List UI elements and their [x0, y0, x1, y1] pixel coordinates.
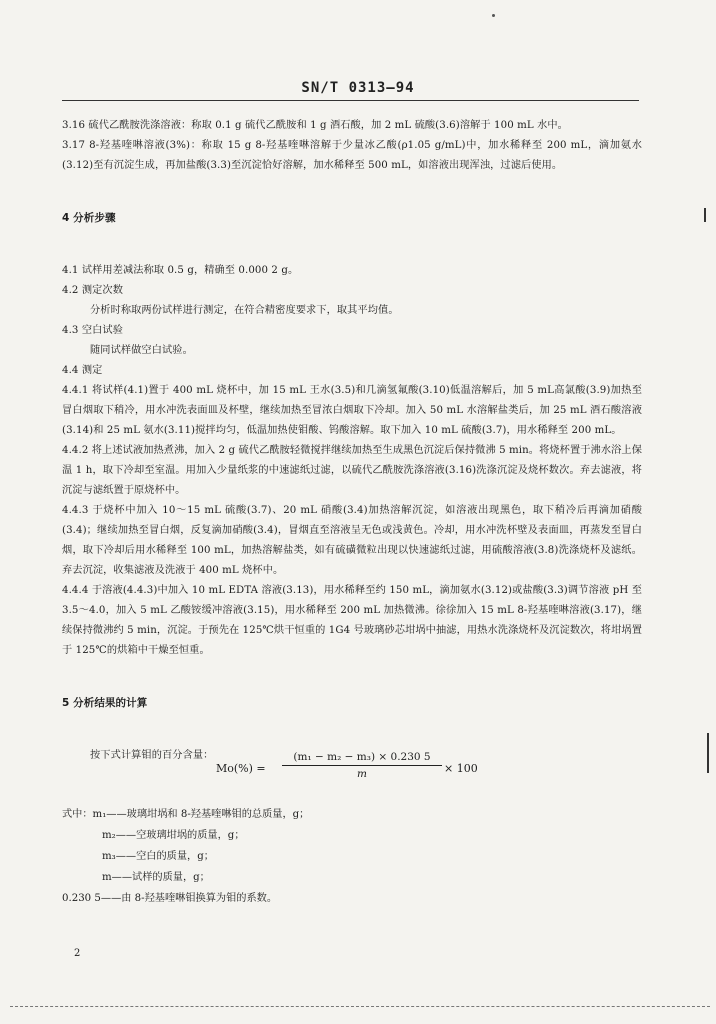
formula — [200, 751, 560, 785]
definition-item: 式中：m₁——玻璃坩埚和 8-羟基喹啉钼的总质量，g； — [62, 809, 310, 820]
paragraph: 4.4.1 将试样(4.1)置于 400 mL 烧杯中，加 15 mL 王水(3.5)和几滴氢氟酸(3.10)低温溶解后，加 5 mL高氯酸(3.9)加热至冒白烟取下稍冷，用水冲洗表面皿及杯壁，继续加热至冒浓白烟取下冷却。加入 50 mL 水溶解盐类后，加 25 mL 酒石酸溶液(3.14)和 25 mL 氨水(3.11)搅拌均匀，低温加热使钼酸、钨酸溶解。取下加入 10 mL 硫酸(3.7)，用水稀释至 200 mL。 — [62, 384, 642, 436]
scan-speck — [492, 14, 495, 17]
definition-item: 0.230 5——由 8-羟基喹啉钼换算为钼的系数。 — [62, 893, 278, 904]
scan-edge-mark — [704, 208, 706, 222]
section-heading: 4 分析步骤 — [62, 212, 116, 225]
paragraph: 4.4.4 于溶液(4.4.3)中加入 10 mL EDTA 溶液(3.13)，用水稀释至约 150 mL，滴加氨水(3.12)或盐酸(3.3)调节溶液 pH 至 3.5～4.0，加入 5 mL 乙酸铵缓冲溶液(3.15)，用水稀释至 200 mL 加热微沸。徐徐加入 15 mL 8-羟基喹啉溶液(3.17)，继续保持微沸约 5 min，沉淀。于预先在 125℃烘干恒重的 1G4 号玻璃砂芯坩埚中抽滤，用热水洗涤烧杯及沉淀数次，将坩埚置于 125℃的烘箱中干燥至恒重。 — [62, 584, 642, 656]
formula-fraction — [282, 751, 442, 780]
paragraph: 4.3 空白试验 — [62, 324, 123, 336]
scan-edge-mark — [707, 733, 709, 773]
body-text — [62, 116, 642, 766]
paragraph-gap — [62, 671, 642, 683]
paragraph: 随同试样做空白试验。 — [90, 344, 193, 356]
variable-definitions — [62, 804, 622, 909]
header-rule — [62, 100, 639, 101]
formula-rhs: × 100 — [444, 762, 478, 775]
paragraph-gap — [62, 723, 642, 735]
definition-item: m₂——空玻璃坩埚的质量，g； — [102, 830, 245, 841]
paragraph: 3.17 8-羟基喹啉溶液(3%)：称取 15 g 8-羟基喹啉溶解于少量冰乙酸(ρ1.05 g/mL)中，加水稀释至 200 mL，滴加氨水(3.12)至有沉淀生成，再加盐酸(3.3)至沉淀恰好溶解，加水稀释至 500 mL，如溶液出现浑浊，过滤后使用。 — [62, 140, 642, 171]
scan-edge-line — [10, 1006, 710, 1007]
section-heading: 5 分析结果的计算 — [62, 697, 148, 710]
page-number: 2 — [74, 948, 81, 959]
paragraph: 3.16 硫代乙酰胺洗涤溶液：称取 0.1 g 硫代乙酰胺和 1 g 酒石酸，加 2 mL 硫酸(3.6)溶解于 100 mL 水中。 — [62, 120, 568, 131]
paragraph: 4.4.2 将上述试液加热煮沸，加入 2 g 硫代乙酰胺轻微搅拌继续加热至生成黑色沉淀后保持微沸 5 min。将烧杯置于沸水浴上保温 1 h，取下冷却至室温。用加入少量纸浆的中速滤纸过滤，以硫代乙酰胺洗涤溶液(3.16)洗涤沉淀及烧杯数次。弃去滤液，将沉淀与滤纸置于原烧杯中。 — [62, 444, 642, 496]
standard-number-header: SN/T 0313—94 — [301, 80, 415, 96]
paragraph: 4.2 测定次数 — [62, 284, 123, 296]
paragraph: 4.4.3 于烧杯中加入 10～15 mL 硫酸(3.7)、20 mL 硝酸(3.4)加热溶解沉淀，如溶液出现黑色，取下稍冷后再滴加硝酸(3.4)；继续加热至冒白烟，反复滴加硝酸(3.4)，冒烟直至溶液呈无色或浅黄色。冷却，用水冲洗杯壁及表面皿，再蒸发至冒白烟，取下冷却后用水稀释至 100 mL，加热溶解盐类，如有硫磺微粒出现以快速滤纸过滤，用硫酸溶液(3.8)洗涤烧杯及滤纸。弃去沉淀，收集滤液及洗液于 400 mL 烧杯中。 — [62, 504, 642, 576]
paragraph: 4.1 试样用差减法称取 0.5 g，精确至 0.000 2 g。 — [62, 264, 299, 276]
definition-item: m——试样的质量，g； — [102, 872, 210, 883]
definition-item: m₃——空白的质量，g； — [102, 851, 214, 862]
formula-denominator: m — [357, 768, 367, 780]
paragraph-gap — [62, 239, 642, 251]
paragraph: 按下式计算钼的百分含量： — [90, 749, 214, 761]
paragraph: 4.4 测定 — [62, 364, 103, 376]
formula-numerator: (m₁ − m₂ − m₃) × 0.230 5 — [293, 751, 431, 763]
formula-lhs: Mo(%) = — [216, 762, 266, 775]
fraction-bar — [282, 765, 442, 766]
paragraph-gap — [62, 186, 642, 198]
paragraph: 分析时称取两份试样进行测定，在符合精密度要求下，取其平均值。 — [90, 304, 399, 316]
